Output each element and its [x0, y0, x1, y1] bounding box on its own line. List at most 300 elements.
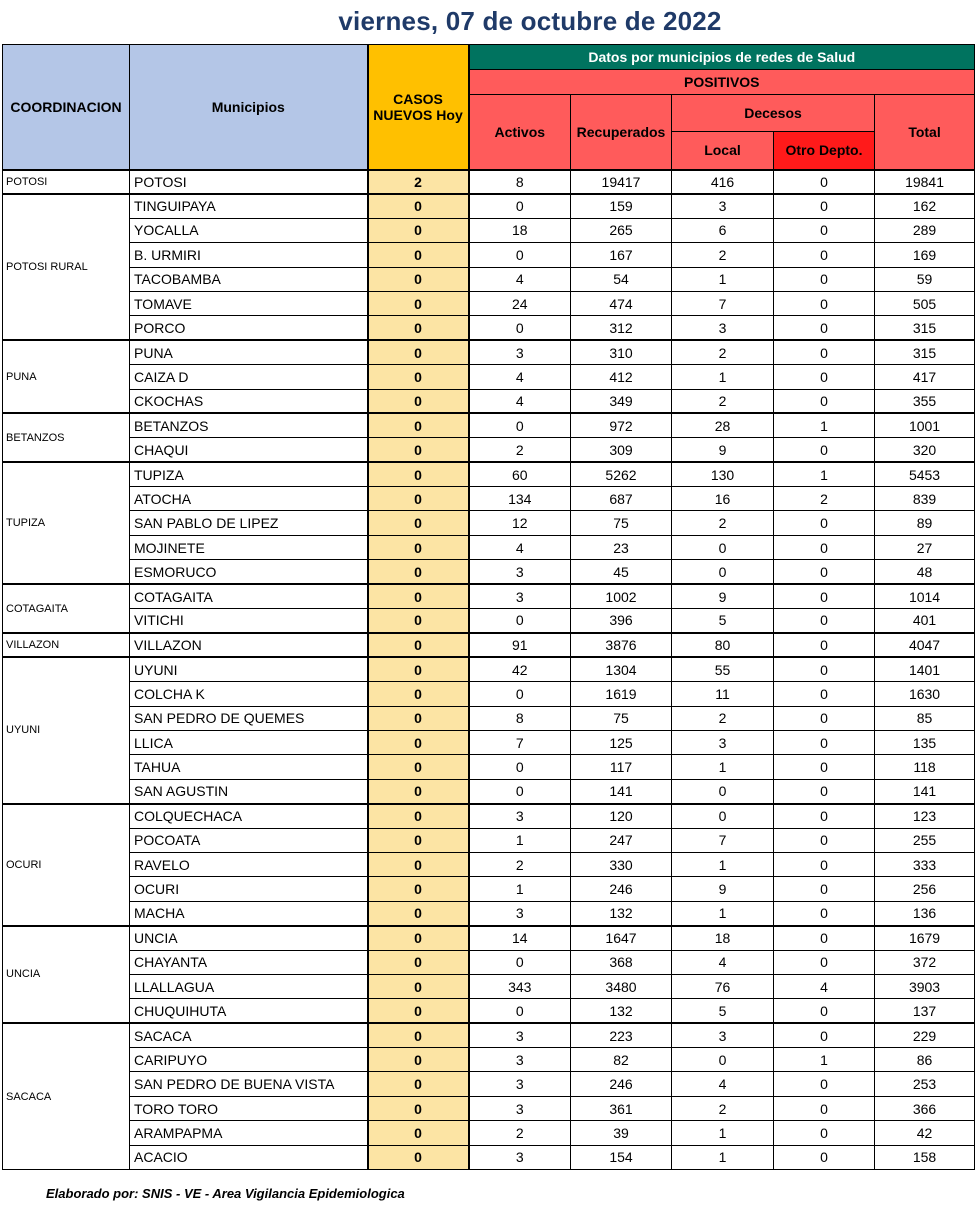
table-row	[3, 243, 975, 267]
municipio-cell: VILLAZON	[130, 633, 368, 657]
casos-nuevos-cell: 0	[368, 828, 469, 852]
recuperados-cell: 54	[571, 267, 672, 291]
decesos-otro-cell: 0	[774, 1096, 875, 1120]
activos-cell: 4	[469, 389, 571, 413]
decesos-local-cell: 80	[672, 633, 774, 657]
casos-nuevos-cell: 0	[368, 877, 469, 901]
table-row	[3, 560, 975, 584]
table-row	[3, 877, 975, 901]
recuperados-cell: 1647	[571, 926, 672, 950]
activos-cell: 0	[469, 950, 571, 974]
recuperados-cell: 246	[571, 1072, 672, 1096]
coordinacion-cell: SACACA	[3, 1023, 130, 1169]
decesos-local-cell: 2	[672, 706, 774, 730]
decesos-otro-cell: 0	[774, 170, 875, 194]
table-row	[3, 389, 975, 413]
municipio-cell: CHAYANTA	[130, 950, 368, 974]
decesos-local-cell: 2	[672, 243, 774, 267]
decesos-otro-cell: 0	[774, 584, 875, 608]
table-row	[3, 779, 975, 803]
recuperados-cell: 396	[571, 609, 672, 633]
casos-nuevos-cell: 0	[368, 950, 469, 974]
decesos-otro-cell: 0	[774, 389, 875, 413]
decesos-otro-cell: 0	[774, 560, 875, 584]
activos-cell: 0	[469, 609, 571, 633]
total-cell: 118	[875, 755, 975, 779]
recuperados-cell: 125	[571, 730, 672, 754]
decesos-otro-cell: 0	[774, 438, 875, 462]
municipio-cell: ATOCHA	[130, 487, 368, 511]
municipio-cell: TINGUIPAYA	[130, 194, 368, 218]
col-header-coordinacion: COORDINACION	[3, 45, 130, 170]
total-cell: 255	[875, 828, 975, 852]
municipio-cell: RAVELO	[130, 852, 368, 876]
activos-cell: 91	[469, 633, 571, 657]
recuperados-cell: 3480	[571, 974, 672, 998]
municipio-cell: ACACIO	[130, 1145, 368, 1169]
col-header-total: Total	[875, 95, 975, 170]
activos-cell: 3	[469, 1048, 571, 1072]
decesos-local-cell: 2	[672, 1096, 774, 1120]
activos-cell: 7	[469, 730, 571, 754]
table-row	[3, 730, 975, 754]
table-row	[3, 462, 975, 486]
decesos-otro-cell: 0	[774, 682, 875, 706]
recuperados-cell: 141	[571, 779, 672, 803]
header-decesos: Decesos	[672, 95, 875, 132]
total-cell: 333	[875, 852, 975, 876]
municipio-cell: SACACA	[130, 1023, 368, 1047]
casos-nuevos-cell: 0	[368, 852, 469, 876]
decesos-otro-cell: 0	[774, 1121, 875, 1145]
decesos-otro-cell: 0	[774, 535, 875, 559]
total-cell: 169	[875, 243, 975, 267]
recuperados-cell: 120	[571, 804, 672, 828]
total-cell: 253	[875, 1072, 975, 1096]
recuperados-cell: 223	[571, 1023, 672, 1047]
activos-cell: 0	[469, 243, 571, 267]
municipio-cell: OCURI	[130, 877, 368, 901]
activos-cell: 0	[469, 779, 571, 803]
casos-nuevos-cell: 0	[368, 267, 469, 291]
municipio-cell: CKOCHAS	[130, 389, 368, 413]
municipio-cell: ARAMPAPMA	[130, 1121, 368, 1145]
casos-nuevos-cell: 0	[368, 730, 469, 754]
recuperados-cell: 154	[571, 1145, 672, 1169]
municipio-cell: BETANZOS	[130, 413, 368, 437]
table-row	[3, 974, 975, 998]
casos-nuevos-cell: 0	[368, 365, 469, 389]
decesos-otro-cell: 0	[774, 877, 875, 901]
activos-cell: 8	[469, 706, 571, 730]
decesos-otro-cell: 2	[774, 487, 875, 511]
decesos-otro-cell: 4	[774, 974, 875, 998]
decesos-otro-cell: 0	[774, 194, 875, 218]
activos-cell: 42	[469, 657, 571, 681]
total-cell: 401	[875, 609, 975, 633]
municipio-cell: CHUQUIHUTA	[130, 999, 368, 1023]
decesos-local-cell: 11	[672, 682, 774, 706]
decesos-local-cell: 9	[672, 877, 774, 901]
decesos-local-cell: 5	[672, 609, 774, 633]
total-cell: 141	[875, 779, 975, 803]
municipio-cell: CARIPUYO	[130, 1048, 368, 1072]
table-row	[3, 657, 975, 681]
municipio-cell: COLCHA K	[130, 682, 368, 706]
casos-nuevos-cell: 0	[368, 340, 469, 364]
activos-cell: 3	[469, 1096, 571, 1120]
total-cell: 1679	[875, 926, 975, 950]
total-cell: 355	[875, 389, 975, 413]
decesos-local-cell: 1	[672, 852, 774, 876]
decesos-local-cell: 1	[672, 1121, 774, 1145]
coordinacion-cell: PUNA	[3, 340, 130, 413]
table-header	[3, 45, 975, 170]
activos-cell: 60	[469, 462, 571, 486]
table-row	[3, 267, 975, 291]
table-row	[3, 755, 975, 779]
decesos-otro-cell: 0	[774, 901, 875, 925]
table-row	[3, 1048, 975, 1072]
casos-nuevos-cell: 0	[368, 755, 469, 779]
casos-nuevos-cell: 0	[368, 609, 469, 633]
cases-table	[2, 44, 975, 1170]
casos-nuevos-cell: 0	[368, 218, 469, 242]
municipio-cell: SAN PABLO DE LIPEZ	[130, 511, 368, 535]
decesos-otro-cell: 0	[774, 1145, 875, 1169]
municipio-cell: SAN PEDRO DE BUENA VISTA	[130, 1072, 368, 1096]
municipio-cell: PUNA	[130, 340, 368, 364]
total-cell: 158	[875, 1145, 975, 1169]
table-row	[3, 535, 975, 559]
decesos-local-cell: 7	[672, 291, 774, 315]
total-cell: 27	[875, 535, 975, 559]
casos-nuevos-cell: 0	[368, 291, 469, 315]
municipio-cell: YOCALLA	[130, 218, 368, 242]
col-header-otro-depto: Otro Depto.	[774, 132, 875, 170]
recuperados-cell: 247	[571, 828, 672, 852]
decesos-local-cell: 1	[672, 267, 774, 291]
activos-cell: 3	[469, 560, 571, 584]
casos-nuevos-cell: 0	[368, 682, 469, 706]
municipio-cell: TACOBAMBA	[130, 267, 368, 291]
decesos-local-cell: 3	[672, 194, 774, 218]
total-cell: 289	[875, 218, 975, 242]
activos-cell: 4	[469, 535, 571, 559]
total-cell: 229	[875, 1023, 975, 1047]
recuperados-cell: 75	[571, 511, 672, 535]
municipio-cell: UNCIA	[130, 926, 368, 950]
casos-nuevos-cell: 0	[368, 1023, 469, 1047]
activos-cell: 3	[469, 340, 571, 364]
total-cell: 366	[875, 1096, 975, 1120]
decesos-otro-cell: 0	[774, 243, 875, 267]
activos-cell: 343	[469, 974, 571, 998]
casos-nuevos-cell: 0	[368, 1096, 469, 1120]
decesos-local-cell: 0	[672, 779, 774, 803]
decesos-local-cell: 416	[672, 170, 774, 194]
casos-nuevos-cell: 0	[368, 657, 469, 681]
decesos-otro-cell: 0	[774, 779, 875, 803]
municipio-cell: SAN AGUSTIN	[130, 779, 368, 803]
casos-nuevos-cell: 0	[368, 535, 469, 559]
total-cell: 59	[875, 267, 975, 291]
recuperados-cell: 39	[571, 1121, 672, 1145]
table-row	[3, 706, 975, 730]
casos-nuevos-cell: 0	[368, 1121, 469, 1145]
total-cell: 3903	[875, 974, 975, 998]
decesos-local-cell: 0	[672, 804, 774, 828]
total-cell: 839	[875, 487, 975, 511]
total-cell: 1014	[875, 584, 975, 608]
total-cell: 417	[875, 365, 975, 389]
coordinacion-cell: POTOSI	[3, 170, 130, 194]
casos-nuevos-cell: 0	[368, 633, 469, 657]
activos-cell: 18	[469, 218, 571, 242]
decesos-local-cell: 2	[672, 511, 774, 535]
recuperados-cell: 117	[571, 755, 672, 779]
decesos-otro-cell: 0	[774, 340, 875, 364]
coordinacion-cell: TUPIZA	[3, 462, 130, 584]
municipio-cell: MOJINETE	[130, 535, 368, 559]
decesos-local-cell: 2	[672, 389, 774, 413]
municipio-cell: VITICHI	[130, 609, 368, 633]
municipio-cell: POTOSI	[130, 170, 368, 194]
total-cell: 315	[875, 340, 975, 364]
casos-nuevos-cell: 0	[368, 560, 469, 584]
recuperados-cell: 75	[571, 706, 672, 730]
municipio-cell: CAIZA D	[130, 365, 368, 389]
municipio-cell: TUPIZA	[130, 462, 368, 486]
decesos-otro-cell: 0	[774, 365, 875, 389]
total-cell: 135	[875, 730, 975, 754]
municipio-cell: UYUNI	[130, 657, 368, 681]
decesos-otro-cell: 0	[774, 267, 875, 291]
activos-cell: 3	[469, 1023, 571, 1047]
recuperados-cell: 330	[571, 852, 672, 876]
casos-nuevos-cell: 0	[368, 1048, 469, 1072]
recuperados-cell: 349	[571, 389, 672, 413]
recuperados-cell: 246	[571, 877, 672, 901]
total-cell: 505	[875, 291, 975, 315]
recuperados-cell: 159	[571, 194, 672, 218]
municipio-cell: TAHUA	[130, 755, 368, 779]
decesos-local-cell: 16	[672, 487, 774, 511]
total-cell: 1001	[875, 413, 975, 437]
activos-cell: 0	[469, 413, 571, 437]
total-cell: 315	[875, 316, 975, 340]
decesos-local-cell: 4	[672, 1072, 774, 1096]
decesos-local-cell: 18	[672, 926, 774, 950]
activos-cell: 4	[469, 267, 571, 291]
casos-nuevos-cell: 0	[368, 413, 469, 437]
col-header-municipios: Municipios	[130, 45, 368, 170]
casos-nuevos-cell: 0	[368, 316, 469, 340]
table-row	[3, 487, 975, 511]
decesos-otro-cell: 0	[774, 511, 875, 535]
total-cell: 89	[875, 511, 975, 535]
total-cell: 256	[875, 877, 975, 901]
decesos-otro-cell: 1	[774, 1048, 875, 1072]
table-row	[3, 852, 975, 876]
coordinacion-cell: UYUNI	[3, 657, 130, 803]
table-row	[3, 194, 975, 218]
decesos-local-cell: 1	[672, 901, 774, 925]
total-cell: 137	[875, 999, 975, 1023]
recuperados-cell: 687	[571, 487, 672, 511]
header-datos-por-municipios: Datos por municipios de redes de Salud	[469, 45, 975, 70]
municipio-cell: POCOATA	[130, 828, 368, 852]
decesos-local-cell: 55	[672, 657, 774, 681]
activos-cell: 134	[469, 487, 571, 511]
decesos-otro-cell: 0	[774, 633, 875, 657]
total-cell: 136	[875, 901, 975, 925]
coordinacion-cell: BETANZOS	[3, 413, 130, 462]
recuperados-cell: 265	[571, 218, 672, 242]
recuperados-cell: 361	[571, 1096, 672, 1120]
activos-cell: 3	[469, 584, 571, 608]
municipio-cell: B. URMIRI	[130, 243, 368, 267]
casos-nuevos-cell: 0	[368, 194, 469, 218]
total-cell: 320	[875, 438, 975, 462]
col-header-activos: Activos	[469, 95, 571, 170]
activos-cell: 2	[469, 438, 571, 462]
decesos-otro-cell: 0	[774, 1023, 875, 1047]
recuperados-cell: 82	[571, 1048, 672, 1072]
casos-nuevos-cell: 0	[368, 438, 469, 462]
table-row	[3, 804, 975, 828]
recuperados-cell: 412	[571, 365, 672, 389]
total-cell: 4047	[875, 633, 975, 657]
decesos-otro-cell: 0	[774, 926, 875, 950]
table-row	[3, 901, 975, 925]
table-row	[3, 682, 975, 706]
activos-cell: 1	[469, 877, 571, 901]
decesos-otro-cell: 0	[774, 852, 875, 876]
decesos-otro-cell: 0	[774, 950, 875, 974]
decesos-otro-cell: 0	[774, 999, 875, 1023]
coordinacion-cell: POTOSI RURAL	[3, 194, 130, 340]
casos-nuevos-cell: 0	[368, 1145, 469, 1169]
total-cell: 85	[875, 706, 975, 730]
activos-cell: 3	[469, 901, 571, 925]
table-row	[3, 170, 975, 194]
casos-nuevos-cell: 0	[368, 243, 469, 267]
activos-cell: 2	[469, 852, 571, 876]
decesos-local-cell: 9	[672, 438, 774, 462]
decesos-local-cell: 28	[672, 413, 774, 437]
table-row	[3, 218, 975, 242]
decesos-local-cell: 0	[672, 535, 774, 559]
activos-cell: 0	[469, 682, 571, 706]
table-row	[3, 1023, 975, 1047]
total-cell: 123	[875, 804, 975, 828]
activos-cell: 24	[469, 291, 571, 315]
decesos-otro-cell: 0	[774, 755, 875, 779]
casos-nuevos-cell: 0	[368, 706, 469, 730]
recuperados-cell: 3876	[571, 633, 672, 657]
casos-nuevos-cell: 2	[368, 170, 469, 194]
decesos-local-cell: 3	[672, 1023, 774, 1047]
col-header-recuperados: Recuperados	[571, 95, 672, 170]
activos-cell: 3	[469, 1072, 571, 1096]
total-cell: 1630	[875, 682, 975, 706]
decesos-otro-cell: 0	[774, 316, 875, 340]
casos-nuevos-cell: 0	[368, 901, 469, 925]
table-row	[3, 828, 975, 852]
table-row	[3, 511, 975, 535]
decesos-local-cell: 76	[672, 974, 774, 998]
activos-cell: 1	[469, 828, 571, 852]
recuperados-cell: 310	[571, 340, 672, 364]
decesos-otro-cell: 0	[774, 609, 875, 633]
recuperados-cell: 309	[571, 438, 672, 462]
table-row	[3, 1121, 975, 1145]
decesos-local-cell: 1	[672, 1145, 774, 1169]
coordinacion-cell: VILLAZON	[3, 633, 130, 657]
activos-cell: 8	[469, 170, 571, 194]
municipio-cell: PORCO	[130, 316, 368, 340]
total-cell: 19841	[875, 170, 975, 194]
casos-nuevos-cell: 0	[368, 779, 469, 803]
recuperados-cell: 368	[571, 950, 672, 974]
table-row	[3, 1072, 975, 1096]
casos-nuevos-cell: 0	[368, 999, 469, 1023]
decesos-local-cell: 1	[672, 365, 774, 389]
table-row	[3, 999, 975, 1023]
municipio-cell: LLALLAGUA	[130, 974, 368, 998]
coordinacion-cell: OCURI	[3, 804, 130, 926]
casos-nuevos-cell: 0	[368, 926, 469, 950]
municipio-cell: SAN PEDRO DE QUEMES	[130, 706, 368, 730]
table-body	[3, 170, 975, 1170]
decesos-local-cell: 3	[672, 316, 774, 340]
casos-nuevos-cell: 0	[368, 511, 469, 535]
activos-cell: 12	[469, 511, 571, 535]
recuperados-cell: 132	[571, 901, 672, 925]
casos-nuevos-cell: 0	[368, 1072, 469, 1096]
municipio-cell: ESMORUCO	[130, 560, 368, 584]
coordinacion-cell: COTAGAITA	[3, 584, 130, 633]
decesos-otro-cell: 0	[774, 706, 875, 730]
recuperados-cell: 5262	[571, 462, 672, 486]
recuperados-cell: 1619	[571, 682, 672, 706]
municipio-cell: COLQUECHACA	[130, 804, 368, 828]
table-row	[3, 340, 975, 364]
casos-nuevos-cell: 0	[368, 487, 469, 511]
municipio-cell: TOMAVE	[130, 291, 368, 315]
municipio-cell: COTAGAITA	[130, 584, 368, 608]
table-row	[3, 1096, 975, 1120]
table-row	[3, 926, 975, 950]
total-cell: 1401	[875, 657, 975, 681]
table-row	[3, 950, 975, 974]
decesos-local-cell: 130	[672, 462, 774, 486]
activos-cell: 2	[469, 1121, 571, 1145]
decesos-otro-cell: 0	[774, 828, 875, 852]
municipio-cell: CHAQUI	[130, 438, 368, 462]
table-row	[3, 1145, 975, 1169]
casos-nuevos-cell: 0	[368, 584, 469, 608]
report-date-title: viernes, 07 de octubre de 2022	[338, 6, 722, 36]
municipio-cell: MACHA	[130, 901, 368, 925]
decesos-otro-cell: 0	[774, 218, 875, 242]
casos-nuevos-cell: 0	[368, 389, 469, 413]
activos-cell: 3	[469, 1145, 571, 1169]
activos-cell: 0	[469, 755, 571, 779]
recuperados-cell: 19417	[571, 170, 672, 194]
table-row	[3, 413, 975, 437]
